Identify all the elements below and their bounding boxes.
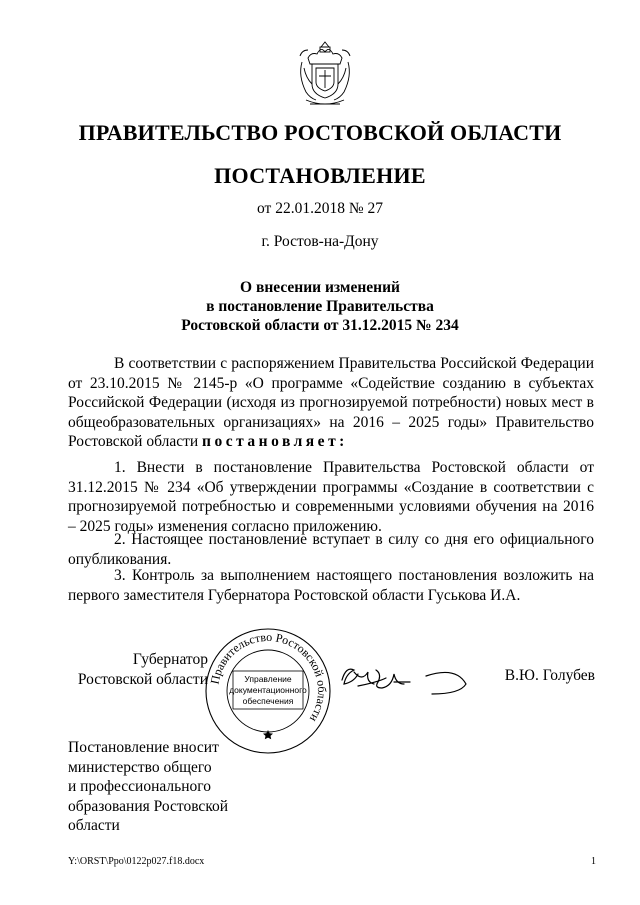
- stamp-center-line: документационного: [229, 685, 307, 695]
- signatory-title: [68, 650, 208, 690]
- submitted-by-note: [68, 738, 243, 836]
- government-title: ПРАВИТЕЛЬСТВО РОСТОВСКОЙ ОБЛАСТИ: [78, 120, 562, 145]
- footer-file-path: Y:\ORST\Ppo\0122p027.f18.docx: [68, 856, 205, 867]
- document-subject: [0, 278, 640, 335]
- stamp-center-line: Управление: [244, 674, 292, 684]
- city: г. Ростов-на-Дону: [261, 233, 379, 250]
- date-number: от 22.01.2018 № 27: [257, 200, 383, 217]
- subject-line: Ростовской области от 31.12.2015 № 234: [181, 317, 459, 334]
- item-2-paragraph: 2. Настоящее постановление вступает в силу со дня его официального опубликования.: [68, 531, 594, 568]
- subject-line: в постановление Правительства: [206, 298, 434, 315]
- coat-of-arms-icon: [296, 38, 354, 108]
- note-line: области: [68, 817, 120, 834]
- subject-line: О внесении изменений: [240, 279, 400, 296]
- note-line: образования Ростовской: [68, 797, 229, 815]
- stamp-center-line: обеспечения: [242, 696, 294, 706]
- note-line: министерство общего: [68, 758, 212, 776]
- resolves-word: постановляет:: [202, 433, 348, 451]
- preamble-paragraph: [68, 354, 594, 452]
- signatory-title-line: Губернатор: [132, 651, 208, 668]
- handwritten-signature: [336, 652, 476, 702]
- official-stamp: [203, 626, 333, 756]
- note-line: и профессионального: [68, 778, 211, 795]
- signatory-title-line: Ростовской области: [77, 671, 208, 688]
- signatory-name: В.Ю. Голубев: [504, 667, 595, 684]
- item-1-paragraph: 1. Внести в постановление Правительства Ростовской области от 31.12.2015 № 234 «Об утверждении программы «Создание в соответствии с прогнозируемой потребностью и современными условиями обучения на 2016 – 2025 годы» изменения согласно приложению.: [68, 459, 594, 535]
- note-line: Постановление вносит: [68, 739, 219, 756]
- stamp-ring-text: Правительство Ростовской области: [207, 629, 330, 725]
- page-number: 1: [591, 856, 596, 867]
- preamble-text: В соответствии с распоряжением Правительства Российской Федерации от 23.10.2015 № 2145-р «О программе «Содействие созданию в субъектах Российской Федерации (исходя из прогнозируемой потребности) новых мест в общеобразовательных организациях» на 2016 – 2025 годы» Правительство Ростовской области: [68, 355, 594, 451]
- item-3-paragraph: 3. Контроль за выполнением настоящего постановления возложить на первого заместителя Губернатора Ростовской области Гуськова И.А.: [68, 567, 594, 604]
- document-type: ПОСТАНОВЛЕНИЕ: [214, 163, 426, 188]
